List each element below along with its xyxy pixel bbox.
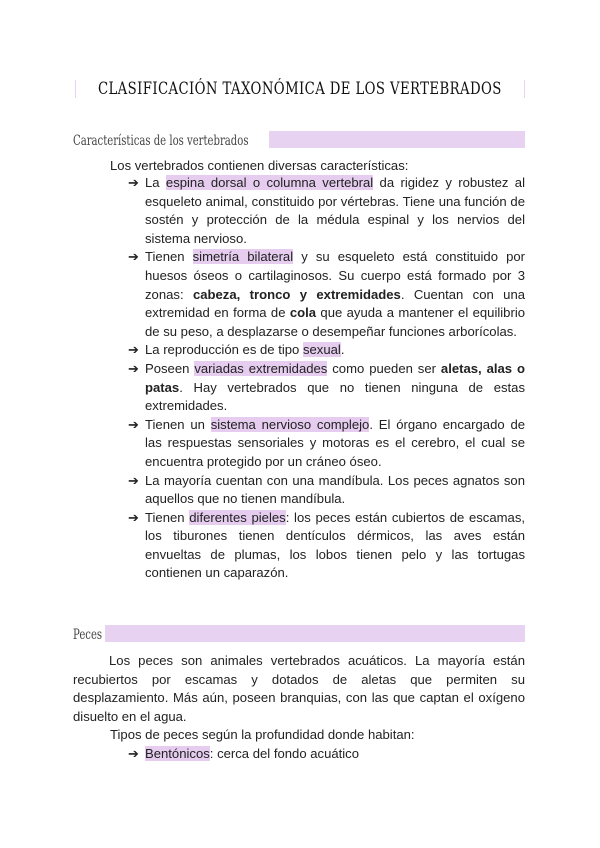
title-bar-left: [75, 80, 76, 98]
text-run: La reproducción es de tipo: [145, 342, 303, 358]
title-row: [75, 78, 525, 100]
text-run: da rigidez y robustez al esqueleto animal, constituido por vértebras. Tiene una función de sostén y protección de la médula espinal y los nervios del sistema nervioso.: [145, 175, 525, 246]
section-heading-row: [73, 623, 525, 643]
text-run: . Hay vertebrados que no tienen ninguna de estas extremidades.: [145, 379, 525, 414]
bold-text: cola: [289, 305, 317, 321]
text-run: Poseen: [145, 360, 195, 376]
highlighted-text: diferentes pieles: [189, 509, 286, 525]
section-heading: Peces: [73, 627, 103, 643]
text-run: que ayuda a mantener el equilibrio de su peso, a desplazarse o desempeñar funciones arborícolas.: [145, 305, 526, 339]
peces-list: [0, 745, 600, 764]
text-run: como pueden ser: [327, 360, 441, 376]
tipos-intro: Tipos de peces según la profundidad donde habitan:: [110, 727, 415, 742]
section-heading-row: [73, 129, 525, 149]
bold-text: aletas, alas o patas: [145, 360, 526, 395]
text-run: Tienen: [145, 249, 193, 265]
arrow-icon: ➔: [128, 416, 139, 432]
text-run: Tienen: [145, 509, 190, 525]
list-item: [0, 509, 525, 583]
arrow-icon: ➔: [128, 746, 139, 761]
text-run: Tienen un: [145, 416, 211, 432]
arrow-icon: ➔: [128, 342, 139, 358]
text-run: y su esqueleto está constituido por huesos óseos o cartilaginosos. Su cuerpo está formado por 3 zonas:: [145, 249, 525, 302]
intro-text: Los vertebrados contienen diversas características:: [110, 158, 409, 173]
highlighted-text: simetría bilateral: [192, 249, 294, 265]
highlighted-text: Bentónicos: [145, 746, 210, 761]
list-item: [0, 341, 525, 360]
title-bar-right: [524, 80, 525, 98]
text-run: . El órgano encargado de las respuestas sensoriales y motoras es el cerebro, el cual se encuentra protegido por un cráneo óseo.: [145, 416, 526, 469]
highlighted-text: espina dorsal o columna vertebral: [165, 175, 374, 190]
text-run: : cerca del fondo acuático: [209, 746, 360, 761]
arrow-icon: ➔: [128, 472, 139, 488]
section-heading: Características de los vertebrados: [73, 133, 249, 149]
page-title: CLASIFICACIÓN TAXONÓMICA DE LOS VERTEBRADOS: [98, 79, 502, 99]
text-run: La: [145, 175, 166, 190]
arrow-icon: ➔: [128, 360, 139, 376]
section-heading-bar: [269, 131, 525, 148]
list-item: [0, 174, 525, 248]
characteristics-list: [0, 174, 600, 583]
peces-paragraph: Los peces son animales vertebrados acuáticos. La mayoría están recubiertos por escamas y dotados de aletas que permiten su desplazamiento. Más aún, poseen branquias, con las que captan el oxígeno disuelto en el agua.: [73, 653, 525, 724]
highlighted-text: sexual: [302, 342, 341, 358]
arrow-icon: ➔: [128, 509, 139, 525]
section-heading-bar: [105, 625, 525, 642]
highlighted-text: sistema nervioso complejo: [210, 416, 370, 432]
bold-text: cabeza, tronco y extremidades: [192, 286, 401, 302]
list-item: [0, 745, 525, 764]
arrow-icon: ➔: [128, 175, 139, 190]
list-item: [0, 248, 525, 341]
list-item: [0, 472, 525, 509]
text-run: La mayoría cuentan con una mandíbula. Los peces agnatos son aquellos que no tienen mandíbula.: [145, 472, 525, 507]
arrow-icon: ➔: [128, 249, 139, 265]
list-item: [0, 416, 525, 472]
text-run: : los peces están cubiertos de escamas, los tiburones tienen dentículos dérmicos, las aves están envueltas de plumas, los lobos tienen pelo y las tortugas contienen un caparazón.: [145, 509, 525, 581]
highlighted-text: variadas extremidades: [194, 360, 328, 376]
list-item: [0, 360, 525, 416]
text-run: . Cuentan con una extremidad en forma de: [145, 286, 526, 321]
text-run: .: [340, 342, 345, 358]
